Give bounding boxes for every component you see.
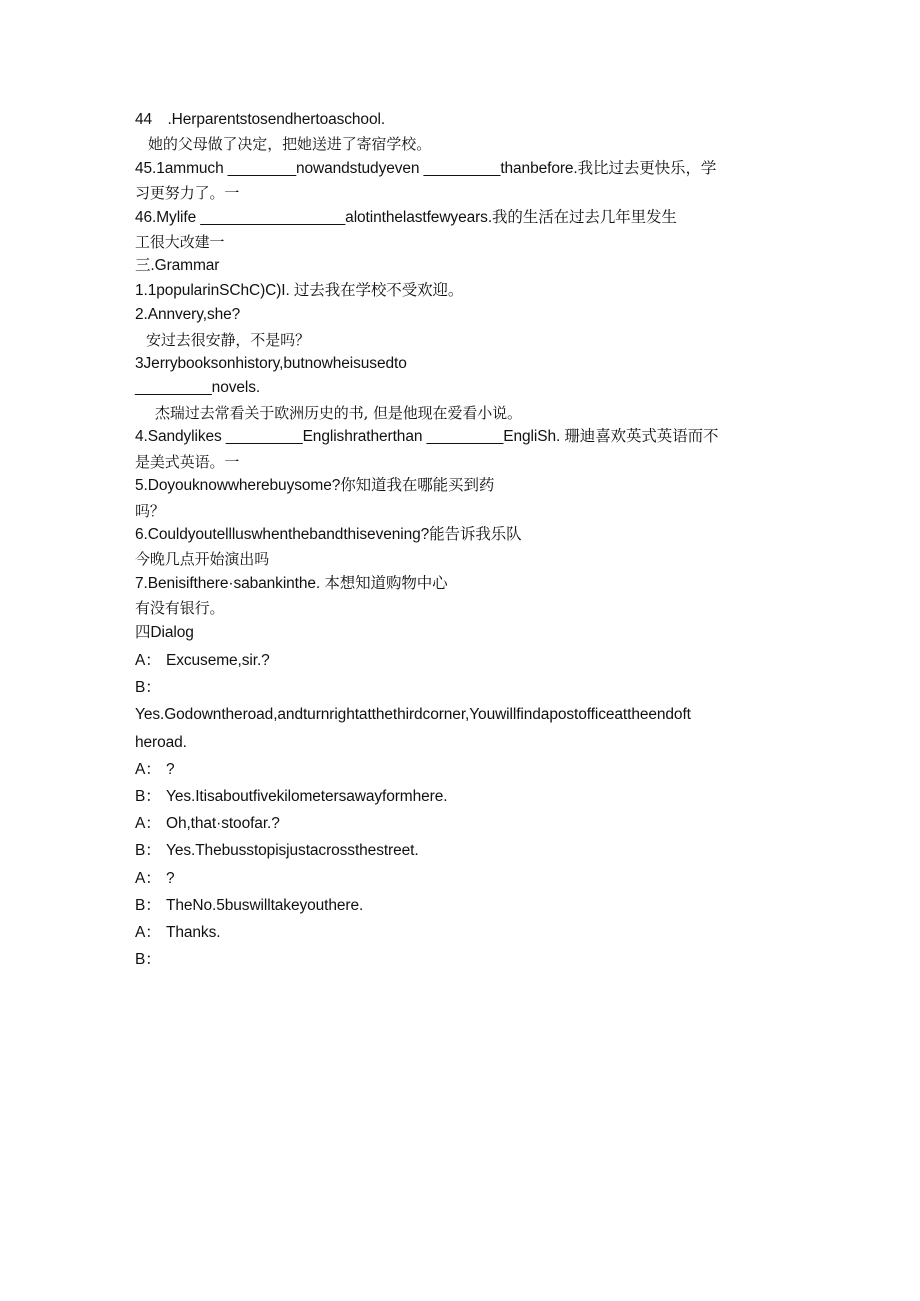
document-page [135, 108, 795, 973]
item-44-chinese: 她的父母做了决定，把她送进了寄宿学校。 [148, 135, 432, 154]
grammar-item-3-line-2: _________novels. [135, 379, 261, 397]
dialog-speaker: B： [135, 787, 161, 805]
grammar-item-6-line-2: 今晚几点开始演出吗 [135, 550, 270, 569]
item-46-line-2: 工很大改建一 [135, 233, 225, 252]
dialog-text: heroad. [135, 733, 187, 751]
dialog-speaker: B： [135, 951, 161, 969]
grammar-item-7-line-1: 7.Benisifthere·sabankinthe. 本想知道购物中心 [135, 574, 448, 592]
grammar-item-2-chinese: 安过去很安静，不是吗？ [146, 330, 310, 349]
dialog-text: Yes.Itisaboutfivekilometersawayformhere. [166, 787, 448, 805]
dialog-speaker: A： [135, 760, 161, 778]
grammar-item-3-line-1: 3Jerrybooksonhistory,butnowheisusedto [135, 355, 407, 373]
dialog-speaker: A： [135, 869, 161, 887]
grammar-item-1: 1.1popularinSChC)C)I. 过去我在学校不受欢迎。 [135, 281, 464, 299]
dialog-line [135, 647, 795, 674]
dialog-text: Yes.Godowntheroad,andturnrightatthethirdcorner,Youwillfindapostofficeattheendoft [135, 706, 691, 724]
dialog-line [135, 919, 795, 946]
dialog-line [135, 674, 795, 701]
dialog-line [135, 946, 795, 973]
grammar-item-2-english: 2.Annvery,she? [135, 306, 241, 324]
dialog-line [135, 729, 795, 756]
grammar-item-5-line-2: 吗？ [135, 501, 165, 520]
item-46-line-1: 46.Mylife _________________alotinthelastfewyears.我的生活在过去几年里发生 [135, 208, 677, 226]
grammar-item-4-line-2: 是美式英语。一 [135, 452, 240, 471]
item-44-english: 44 .Herparentstosendhertoaschool. [135, 111, 386, 128]
grammar-item-4-line-1: 4.Sandylikes _________Englishratherthan _________EngliSh. 珊迪喜欢英式英语而不 [135, 428, 719, 446]
dialog-line [135, 837, 795, 864]
dialog-line [135, 701, 795, 728]
dialog-speaker: B： [135, 842, 161, 860]
dialog-line [135, 756, 795, 783]
dialog-speaker: A： [135, 815, 161, 833]
dialog-text: Oh,that·stoofar.? [166, 815, 280, 833]
dialog-speaker: B： [135, 896, 161, 914]
grammar-item-7-line-2: 有没有银行。 [135, 599, 225, 618]
dialog-speaker: B： [135, 679, 161, 697]
item-45-line-2: 习更努力了。一 [135, 184, 240, 203]
section-grammar-heading: 三.Grammar [135, 257, 220, 275]
dialog-text: ? [166, 869, 175, 887]
dialog-text: TheNo.5buswilltakeyouthere. [166, 896, 364, 914]
dialog-line [135, 810, 795, 837]
item-45-line-1: 45.1ammuch ________nowandstudyeven _________thanbefore.我比过去更快乐，学 [135, 159, 717, 177]
dialog-speaker: A： [135, 651, 161, 669]
dialog-line [135, 783, 795, 810]
grammar-item-6-line-1: 6.Couldyoutellluswhenthebandthisevening?能告诉我乐队 [135, 525, 522, 543]
grammar-item-3-chinese: 杰瑞过去常看关于欧洲历史的书, 但是他现在爱看小说。 [155, 403, 522, 422]
dialog-speaker: A： [135, 923, 161, 941]
section-dialog-heading: 四Dialog [135, 623, 194, 641]
dialog-text: ? [166, 760, 175, 778]
dialog-line [135, 892, 795, 919]
grammar-item-5-line-1: 5.Doyouknowwherebuysome?你知道我在哪能买到药 [135, 477, 495, 495]
dialog-text: Yes.Thebusstopisjustacrossthestreet. [166, 842, 419, 860]
dialog-text: Excuseme,sir.? [166, 651, 270, 669]
dialog-line [135, 865, 795, 892]
dialog-text: Thanks. [166, 923, 221, 941]
